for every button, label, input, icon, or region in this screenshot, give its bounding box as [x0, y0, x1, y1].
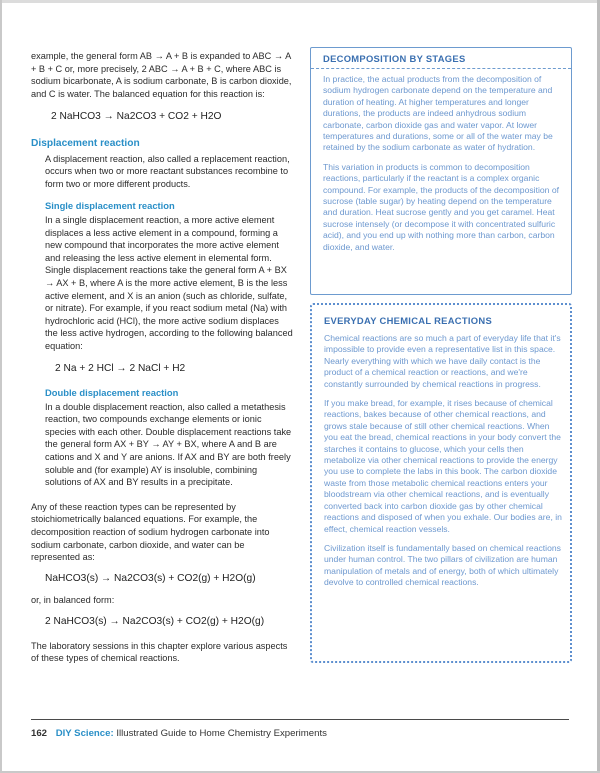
equation-2: 2 Na + 2 HCl → 2 NaCl + H2 [55, 363, 186, 375]
main-text-column [31, 50, 294, 665]
page-border-top [0, 0, 600, 3]
equation-4: 2 NaHCO3(s) → Na2CO3(s) + CO2(g) + H2O(g) [45, 615, 265, 627]
decomposition-paragraph-1: In practice, the actual products from the decomposition of sodium hydrogen carbonate depend on the temperature and duration of heating. At higher temperatures and longer durations, the products are indeed anhydrous sodium carbonate, carbon dioxide gas and water vapor. At lower temperatures and durations, some or all of the water may be retained by the sodium carbonate as water of hydration. [323, 74, 553, 153]
sidebar-decomposition-by-stages [310, 47, 572, 295]
single-displacement-paragraph: In a single displacement reaction, a more active element displaces a less active element in a compound, forming a new compound that incorporates the more active element and releasing the less active element in elemental form. Single displacement reactions take the general form A + BX → AX + B, where A is the more active element, B is the less active element, and X is an anion (such as chloride, sulfate, or nitrate). For example, if you react sodium metal (Na) with hydrochloric acid (HCl), the more active sodium displaces the less active hydrogen, according to the following balanced equation: [45, 214, 293, 351]
sidebar-body-decomposition [323, 74, 563, 253]
heading-double-displacement: Double displacement reaction [45, 387, 179, 399]
page-border-left [0, 0, 2, 773]
heading-displacement: Displacement reaction [31, 137, 140, 149]
closing-paragraph: The laboratory sessions in this chapter explore various aspects of these types of chemical reactions. [31, 640, 288, 664]
sidebar-body-everyday [324, 333, 564, 589]
book-title: DIY Science: [55, 728, 114, 739]
equation-3: NaHCO3(s) → Na2CO3(s) + CO2(g) + H2O(g) [45, 572, 256, 584]
balanced-label: or, in balanced form: [31, 595, 115, 606]
decomposition-paragraph-2: This variation in products is common to decomposition reactions, particularly if the reactant is a complex organic compound. For example, the products of the decomposition of sucrose (table sugar) by heating depend on the temperature and duration. Heat sucrose gently and you get caramel. Heat sucrose intensely (or decompose it with concentrated sulfuric acid), and you end up with nothing more than carbon, carbon dioxide, and water. [323, 161, 559, 252]
sidebar-everyday-chemical-reactions [310, 303, 572, 663]
intro-paragraph: example, the general form AB → A + B is expanded to ABC → A + B + C or, more precisely, 2 ABC → A + B + C, where ABC is sodium bicarbonate, A is sodium carbonate, B is carbon dioxide, and C is water. The balanced equation for this reaction is: [31, 51, 292, 99]
displacement-paragraph: A displacement reaction, also called a replacement reaction, occurs when two or more reactant substances recombine to form two or more different products. [45, 153, 290, 189]
book-subtitle: Illustrated Guide to Home Chemistry Experiments [116, 728, 327, 739]
equation-1: 2 NaHCO3 → Na2CO3 + CO2 + H2O [51, 111, 222, 123]
double-displacement-paragraph: In a double displacement reaction, also called a metathesis reaction, two compounds exchange elements or ionic species with each other. Double displacement reactions take the general form AX + BY → AY + BX, where A and B are cations and X and Y are anions. If AX and BY are both freely soluble and (for example) AY is insoluble, combining solutions of AX and BY results in a precipitate. [45, 401, 292, 488]
sidebar-title-decomposition: DECOMPOSITION BY STAGES [323, 53, 466, 64]
stoichiometry-paragraph: Any of these reaction types can be represented by stoichiometrically balanced equations. For example, the decomposition reaction of sodium hydrogen carbonate into sodium carbonate, carbon dioxide, and water can be represented as: [31, 501, 270, 563]
sidebar-title-everyday: EVERYDAY CHEMICAL REACTIONS [324, 315, 493, 326]
footer-rule [31, 719, 569, 720]
everyday-paragraph-2: If you make bread, for example, it rises because of chemical reactions, bakes because of other chemical reactions, and grows stale because of still other chemical reactions. When you eat the bread, chemical reactions in your body convert the starches it contains to glucose, which your cells then metabolize via other chemical reactions to provide the energy you use to complete the labs in this book. The carbon dioxide waste from those metabolic chemical reactions enters your bloodstream via other chemical reactions, and is eventually converted back into carbon dioxide gas by other chemical reactions and disposed of when you exhale. Our bodies are, in effect, chemical reaction vessels. [324, 398, 562, 534]
heading-single-displacement: Single displacement reaction [45, 200, 175, 212]
page-number: 162 [31, 728, 48, 739]
everyday-paragraph-1: Chemical reactions are so much a part of everyday life that it's impossible to provide even a representative list in this space. Nearly everything with which we have daily contact is the product of a chemical reaction or reactions, and we're constantly surrounded by chemical reactions in progress. [324, 333, 561, 389]
everyday-paragraph-3: Civilization itself is fundamentally based on chemical reactions under human control. The two pillars of civilization are human manipulation of metals and of energy, both of which ultimately devolve to controlled chemical reactions. [324, 542, 561, 588]
page-footer [31, 728, 327, 739]
